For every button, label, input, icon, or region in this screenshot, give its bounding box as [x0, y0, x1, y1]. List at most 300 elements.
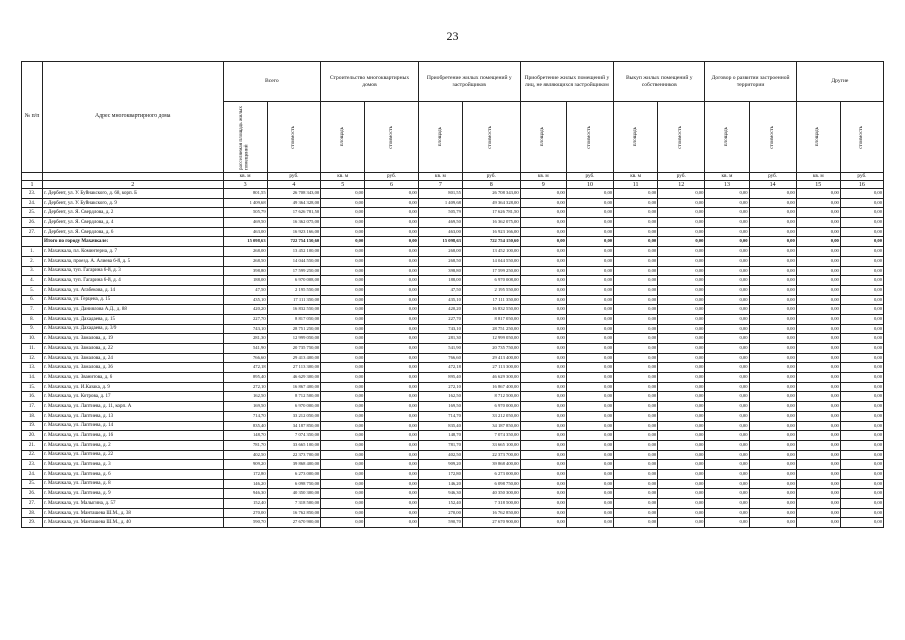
zero-value-cell: 0,00	[520, 189, 566, 199]
row-number: 24.	[22, 469, 43, 479]
header-group-non-developers: Приобретение жилых помещений у лиц, не являющихся застройщиком	[520, 62, 613, 102]
developer-area-cell: 227,70	[418, 314, 462, 324]
zero-value-cell: 0,00	[520, 256, 566, 266]
construction-cost-cell: 0,00	[365, 469, 419, 479]
developer-area-cell: 47,50	[418, 285, 462, 295]
total-cost-cell: 26 708 343,00	[267, 189, 321, 199]
developer-area-cell: 270,00	[418, 508, 462, 518]
developer-cost-cell: 17 626 781,50	[462, 208, 520, 218]
construction-cost-cell: 0,00	[365, 450, 419, 460]
developer-area-cell: 272,10	[418, 382, 462, 392]
zero-value-cell: 0,00	[796, 440, 840, 450]
zero-value-cell: 0,00	[566, 431, 613, 441]
zero-value-cell: 0,00	[614, 208, 658, 218]
developer-area-cell: 766,60	[418, 353, 462, 363]
zero-value-cell: 0,00	[566, 469, 613, 479]
zero-value-cell: 0,00	[749, 518, 796, 528]
zero-value-cell: 0,00	[705, 266, 749, 276]
developer-cost-cell: 28 751 250,00	[462, 324, 520, 334]
zero-value-cell: 0,00	[520, 227, 566, 237]
address-cell: г. Махачкала, ул. Котрова, д. 17	[42, 392, 223, 402]
developer-cost-cell: 33 212 050,00	[462, 411, 520, 421]
developer-cost-cell: 16 923 166,00	[462, 227, 520, 237]
zero-value-cell: 0,00	[566, 402, 613, 412]
construction-area-cell: 0,00	[321, 266, 365, 276]
address-cell: г. Махачкала, ул. И.Казака, д. 9	[42, 382, 223, 392]
construction-area-cell: 0,00	[321, 295, 365, 305]
table-row	[22, 450, 884, 460]
unit-label: руб.	[462, 173, 520, 181]
zero-value-cell: 0,00	[614, 489, 658, 499]
zero-value-cell: 0,00	[705, 256, 749, 266]
construction-cost-cell: 0,00	[365, 489, 419, 499]
column-number: 12	[658, 181, 705, 189]
zero-value-cell: 0,00	[520, 363, 566, 373]
total-area-cell: 15 098,63	[223, 237, 267, 247]
zero-value-cell: 0,00	[749, 431, 796, 441]
zero-value-cell: 0,00	[566, 353, 613, 363]
zero-value-cell: 0,00	[840, 295, 883, 305]
zero-value-cell: 0,00	[658, 295, 705, 305]
zero-value-cell: 0,00	[705, 198, 749, 208]
total-cost-cell: 6 273 000,00	[267, 469, 321, 479]
developer-area-cell: 590,70	[418, 518, 462, 528]
table-row	[22, 508, 884, 518]
table-row	[22, 431, 884, 441]
zero-value-cell: 0,00	[705, 489, 749, 499]
address-cell: г. Махачкала, ул. Лаптиева, д. 2	[42, 440, 223, 450]
total-cost-cell: 8 712 500,00	[267, 392, 321, 402]
zero-value-cell: 0,00	[566, 440, 613, 450]
address-cell: Итого по городу Махачкале:	[42, 237, 223, 247]
zero-value-cell: 0,00	[796, 382, 840, 392]
zero-value-cell: 0,00	[658, 344, 705, 354]
subheader-label: стоимость	[586, 125, 593, 149]
developer-area-cell: 420,20	[418, 305, 462, 315]
address-cell: г. Махачкала, ул. Лаптиева, д. 11, корп. А	[42, 402, 223, 412]
zero-value-cell: 0,00	[705, 431, 749, 441]
zero-value-cell: 0,00	[614, 450, 658, 460]
developer-area-cell: 188,00	[418, 276, 462, 286]
zero-value-cell: 0,00	[520, 450, 566, 460]
zero-value-cell: 0,00	[840, 508, 883, 518]
zero-value-cell: 0,00	[614, 353, 658, 363]
zero-value-cell: 0,00	[796, 227, 840, 237]
zero-value-cell: 0,00	[840, 218, 883, 228]
zero-value-cell: 0,00	[566, 518, 613, 528]
column-number: 16	[840, 181, 883, 189]
zero-value-cell: 0,00	[614, 392, 658, 402]
developer-area-cell: 169,50	[418, 402, 462, 412]
zero-value-cell: 0,00	[796, 247, 840, 257]
page-number: 23	[446, 29, 459, 43]
row-number: 27.	[22, 227, 43, 237]
construction-cost-cell: 0,00	[365, 373, 419, 383]
zero-value-cell: 0,00	[566, 411, 613, 421]
total-cost-cell: 6 970 000,00	[267, 402, 321, 412]
developer-cost-cell: 17 599 250,00	[462, 266, 520, 276]
total-cost-cell: 27 670 900,00	[267, 518, 321, 528]
developer-cost-cell: 6 970 008,00	[462, 276, 520, 286]
row-number: 24.	[22, 198, 43, 208]
address-cell: г. Махачкала, ул. Агабекова, д. 14	[42, 285, 223, 295]
unit-label: кв. м	[520, 173, 566, 181]
zero-value-cell: 0,00	[566, 227, 613, 237]
column-number: 1	[22, 181, 43, 189]
zero-value-cell: 0,00	[749, 508, 796, 518]
subheader-cell	[796, 102, 840, 173]
zero-value-cell: 0,00	[566, 208, 613, 218]
subheader-label: стоимость	[768, 125, 775, 149]
table-row	[22, 344, 884, 354]
construction-area-cell: 0,00	[321, 208, 365, 218]
zero-value-cell: 0,00	[749, 334, 796, 344]
zero-value-cell: 0,00	[796, 256, 840, 266]
zero-value-cell: 0,00	[658, 508, 705, 518]
total-area-cell: 801,55	[223, 189, 267, 199]
zero-value-cell: 0,00	[614, 218, 658, 228]
zero-value-cell: 0,00	[614, 334, 658, 344]
table-row	[22, 460, 884, 470]
zero-value-cell: 0,00	[566, 218, 613, 228]
column-number: 15	[796, 181, 840, 189]
zero-value-cell: 0,00	[614, 440, 658, 450]
table-row	[22, 392, 884, 402]
row-number: 23.	[22, 189, 43, 199]
total-area-cell: 505,79	[223, 208, 267, 218]
row-number: 22.	[22, 450, 43, 460]
zero-value-cell: 0,00	[796, 208, 840, 218]
row-number: 2.	[22, 256, 43, 266]
zero-value-cell: 0,00	[840, 373, 883, 383]
total-area-cell: 146,20	[223, 479, 267, 489]
zero-value-cell: 0,00	[658, 353, 705, 363]
zero-value-cell: 0,00	[566, 266, 613, 276]
zero-value-cell: 0,00	[566, 334, 613, 344]
total-cost-cell: 722 754 150,60	[267, 237, 321, 247]
zero-value-cell: 0,00	[520, 334, 566, 344]
construction-area-cell: 0,00	[321, 227, 365, 237]
construction-area-cell: 0,00	[321, 344, 365, 354]
total-cost-cell: 17 626 781,50	[267, 208, 321, 218]
total-cost-cell: 20 735 750,00	[267, 344, 321, 354]
zero-value-cell: 0,00	[749, 227, 796, 237]
table-row	[22, 295, 884, 305]
zero-value-cell: 0,00	[566, 295, 613, 305]
total-cost-cell: 6 098 750,00	[267, 479, 321, 489]
column-number: 14	[749, 181, 796, 189]
subheader-label: площадь	[631, 127, 638, 147]
developer-area-cell: 505,79	[418, 208, 462, 218]
total-area-cell: 469,50	[223, 218, 267, 228]
zero-value-cell: 0,00	[614, 227, 658, 237]
zero-value-cell: 0,00	[840, 431, 883, 441]
zero-value-cell: 0,00	[749, 440, 796, 450]
total-area-cell: 463,00	[223, 227, 267, 237]
column-number: 7	[418, 181, 462, 189]
total-row	[22, 237, 884, 247]
address-cell: г. Махачкала, ул. Замалова, д. 22	[42, 344, 223, 354]
row-number: 25.	[22, 208, 43, 218]
zero-value-cell: 0,00	[658, 421, 705, 431]
zero-value-cell: 0,00	[796, 237, 840, 247]
zero-value-cell: 0,00	[520, 276, 566, 286]
zero-value-cell: 0,00	[614, 460, 658, 470]
address-cell: г. Дербент, ул. Я. Свердлова, д. 4	[42, 218, 223, 228]
zero-value-cell: 0,00	[566, 256, 613, 266]
developer-cost-cell: 14 044 550,00	[462, 256, 520, 266]
table-row	[22, 314, 884, 324]
construction-cost-cell: 0,00	[365, 208, 419, 218]
construction-area-cell: 0,00	[321, 421, 365, 431]
header-group-developers: Приобретение жилых помещений у застройщиков	[418, 62, 520, 102]
row-number: 25.	[22, 479, 43, 489]
table-row	[22, 208, 884, 218]
row-number: 19.	[22, 421, 43, 431]
total-area-cell: 946,30	[223, 489, 267, 499]
zero-value-cell: 0,00	[705, 276, 749, 286]
address-cell: г. Махачкала, ул. Лаптиева, д. 13	[42, 411, 223, 421]
developer-cost-cell: 7 074 350,00	[462, 431, 520, 441]
zero-value-cell: 0,00	[614, 247, 658, 257]
developer-cost-cell: 33 665 100,00	[462, 440, 520, 450]
address-cell: г. Махачкала, ул. Замалова, д. 19	[42, 334, 223, 344]
subheader-cell	[418, 102, 462, 173]
resettlement-table	[21, 61, 884, 528]
zero-value-cell: 0,00	[796, 314, 840, 324]
address-cell: г. Махачкала, ул. Лаптиева, д. 14	[42, 421, 223, 431]
construction-cost-cell: 0,00	[365, 479, 419, 489]
zero-value-cell: 0,00	[566, 198, 613, 208]
construction-cost-cell: 0,00	[365, 363, 419, 373]
zero-value-cell: 0,00	[658, 305, 705, 315]
zero-value-cell: 0,00	[705, 392, 749, 402]
subheader-label: стоимость	[677, 125, 684, 149]
zero-value-cell: 0,00	[658, 218, 705, 228]
zero-value-cell: 0,00	[749, 208, 796, 218]
zero-value-cell: 0,00	[749, 247, 796, 257]
zero-value-cell: 0,00	[749, 479, 796, 489]
table-row	[22, 247, 884, 257]
developer-cost-cell: 22 373 700,00	[462, 450, 520, 460]
zero-value-cell: 0,00	[840, 189, 883, 199]
total-cost-cell: 17 599 250,00	[267, 266, 321, 276]
zero-value-cell: 0,00	[796, 460, 840, 470]
zero-value-cell: 0,00	[658, 266, 705, 276]
developer-area-cell: 1 409,68	[418, 198, 462, 208]
construction-cost-cell: 0,00	[365, 402, 419, 412]
table-row	[22, 518, 884, 528]
zero-value-cell: 0,00	[749, 382, 796, 392]
zero-value-cell: 0,00	[749, 489, 796, 499]
zero-value-cell: 0,00	[614, 276, 658, 286]
developer-cost-cell: 16 362 075,00	[462, 218, 520, 228]
construction-area-cell: 0,00	[321, 334, 365, 344]
zero-value-cell: 0,00	[520, 440, 566, 450]
address-cell: г. Махачкала, ул. Дахадаева, д. 15	[42, 314, 223, 324]
zero-value-cell: 0,00	[796, 295, 840, 305]
unit-label: кв. м	[223, 173, 267, 181]
row-number: 21.	[22, 440, 43, 450]
zero-value-cell: 0,00	[749, 324, 796, 334]
address-cell: г. Махачкала, ул. Замалова, д. 24	[42, 353, 223, 363]
zero-value-cell: 0,00	[658, 285, 705, 295]
zero-value-cell: 0,00	[614, 499, 658, 509]
zero-value-cell: 0,00	[749, 314, 796, 324]
zero-value-cell: 0,00	[796, 353, 840, 363]
row-number: 17.	[22, 402, 43, 412]
zero-value-cell: 0,00	[520, 373, 566, 383]
zero-value-cell: 0,00	[614, 266, 658, 276]
row-number: 20.	[22, 431, 43, 441]
construction-cost-cell: 0,00	[365, 499, 419, 509]
row-number	[22, 237, 43, 247]
construction-area-cell: 0,00	[321, 314, 365, 324]
zero-value-cell: 0,00	[749, 198, 796, 208]
zero-value-cell: 0,00	[614, 402, 658, 412]
zero-value-cell: 0,00	[705, 218, 749, 228]
table-row	[22, 305, 884, 315]
table-body	[22, 189, 884, 528]
row-number: 5.	[22, 285, 43, 295]
developer-cost-cell: 16 832 550,00	[462, 305, 520, 315]
construction-area-cell: 0,00	[321, 256, 365, 266]
row-number: 14.	[22, 373, 43, 383]
total-cost-cell: 7 074 350,00	[267, 431, 321, 441]
zero-value-cell: 0,00	[796, 508, 840, 518]
zero-value-cell: 0,00	[705, 285, 749, 295]
zero-value-cell: 0,00	[614, 363, 658, 373]
row-number: 23.	[22, 460, 43, 470]
total-cost-cell: 16 923 166,00	[267, 227, 321, 237]
zero-value-cell: 0,00	[840, 460, 883, 470]
zero-value-cell: 0,00	[658, 373, 705, 383]
column-numbers-row	[22, 181, 884, 189]
construction-area-cell: 0,00	[321, 411, 365, 421]
zero-value-cell: 0,00	[566, 373, 613, 383]
zero-value-cell: 0,00	[705, 324, 749, 334]
zero-value-cell: 0,00	[840, 237, 883, 247]
total-area-cell: 895,40	[223, 373, 267, 383]
total-cost-cell: 16 832 550,00	[267, 305, 321, 315]
construction-cost-cell: 0,00	[365, 266, 419, 276]
construction-cost-cell: 0,00	[365, 247, 419, 257]
table-row	[22, 469, 884, 479]
total-area-cell: 435,10	[223, 295, 267, 305]
zero-value-cell: 0,00	[520, 208, 566, 218]
zero-value-cell: 0,00	[658, 363, 705, 373]
zero-value-cell: 0,00	[658, 314, 705, 324]
developer-area-cell: 909,20	[418, 460, 462, 470]
construction-cost-cell: 0,00	[365, 334, 419, 344]
developer-area-cell: 895,40	[418, 373, 462, 383]
address-cell: г. Махачкала, ул. Лаптиева, д. 8	[42, 479, 223, 489]
zero-value-cell: 0,00	[566, 460, 613, 470]
zero-value-cell: 0,00	[749, 218, 796, 228]
total-cost-cell: 7 318 500,00	[267, 499, 321, 509]
zero-value-cell: 0,00	[796, 285, 840, 295]
zero-value-cell: 0,00	[705, 247, 749, 257]
total-area-cell: 188,00	[223, 276, 267, 286]
column-number: 3	[223, 181, 267, 189]
total-cost-cell: 14 044 550,00	[267, 256, 321, 266]
zero-value-cell: 0,00	[705, 373, 749, 383]
zero-value-cell: 0,00	[705, 314, 749, 324]
subheader-cell	[267, 102, 321, 173]
construction-area-cell: 0,00	[321, 353, 365, 363]
zero-value-cell: 0,00	[566, 305, 613, 315]
zero-value-cell: 0,00	[566, 247, 613, 257]
total-area-cell: 227,70	[223, 314, 267, 324]
zero-value-cell: 0,00	[705, 499, 749, 509]
zero-value-cell: 0,00	[840, 256, 883, 266]
construction-cost-cell: 0,00	[365, 198, 419, 208]
developer-cost-cell: 6 970 000,00	[462, 402, 520, 412]
construction-area-cell: 0,00	[321, 189, 365, 199]
address-cell: г. Махачкала, ул. Званитова, д. 6	[42, 373, 223, 383]
total-area-cell: 268,00	[223, 247, 267, 257]
header-group-construction: Строительство многоквартирных домов	[321, 62, 419, 102]
zero-value-cell: 0,00	[796, 479, 840, 489]
zero-value-cell: 0,00	[705, 421, 749, 431]
unit-label: руб.	[749, 173, 796, 181]
construction-cost-cell: 0,00	[365, 392, 419, 402]
zero-value-cell: 0,00	[658, 489, 705, 499]
zero-value-cell: 0,00	[566, 489, 613, 499]
zero-value-cell: 0,00	[749, 276, 796, 286]
zero-value-cell: 0,00	[840, 499, 883, 509]
row-number: 28.	[22, 508, 43, 518]
zero-value-cell: 0,00	[658, 479, 705, 489]
zero-value-cell: 0,00	[520, 489, 566, 499]
total-area-cell: 152,40	[223, 499, 267, 509]
zero-value-cell: 0,00	[614, 508, 658, 518]
total-area-cell: 270,00	[223, 508, 267, 518]
developer-area-cell: 714,70	[418, 411, 462, 421]
zero-value-cell: 0,00	[520, 237, 566, 247]
subheader-cell	[749, 102, 796, 173]
zero-value-cell: 0,00	[566, 276, 613, 286]
subheader-label: стоимость	[487, 125, 494, 149]
row-number: 26.	[22, 218, 43, 228]
zero-value-cell: 0,00	[658, 256, 705, 266]
zero-value-cell: 0,00	[658, 208, 705, 218]
developer-cost-cell: 27 670 900,00	[462, 518, 520, 528]
zero-value-cell: 0,00	[796, 469, 840, 479]
units-cell-empty	[22, 173, 43, 181]
total-area-cell: 398,80	[223, 266, 267, 276]
header-group-total: Всего	[223, 62, 321, 102]
header-num: № п/п	[22, 62, 43, 173]
developer-cost-cell: 8 817 050,00	[462, 314, 520, 324]
table-row	[22, 198, 884, 208]
construction-cost-cell: 0,00	[365, 460, 419, 470]
zero-value-cell: 0,00	[840, 285, 883, 295]
zero-value-cell: 0,00	[520, 247, 566, 257]
total-cost-cell: 39 868 400,00	[267, 460, 321, 470]
zero-value-cell: 0,00	[520, 285, 566, 295]
zero-value-cell: 0,00	[566, 344, 613, 354]
total-cost-cell: 28 751 250,00	[267, 324, 321, 334]
subheader-label: площадь	[539, 127, 546, 147]
zero-value-cell: 0,00	[520, 469, 566, 479]
construction-area-cell: 0,00	[321, 305, 365, 315]
row-number: 8.	[22, 314, 43, 324]
zero-value-cell: 0,00	[796, 189, 840, 199]
construction-cost-cell: 0,00	[365, 295, 419, 305]
zero-value-cell: 0,00	[705, 518, 749, 528]
construction-cost-cell: 0,00	[365, 421, 419, 431]
